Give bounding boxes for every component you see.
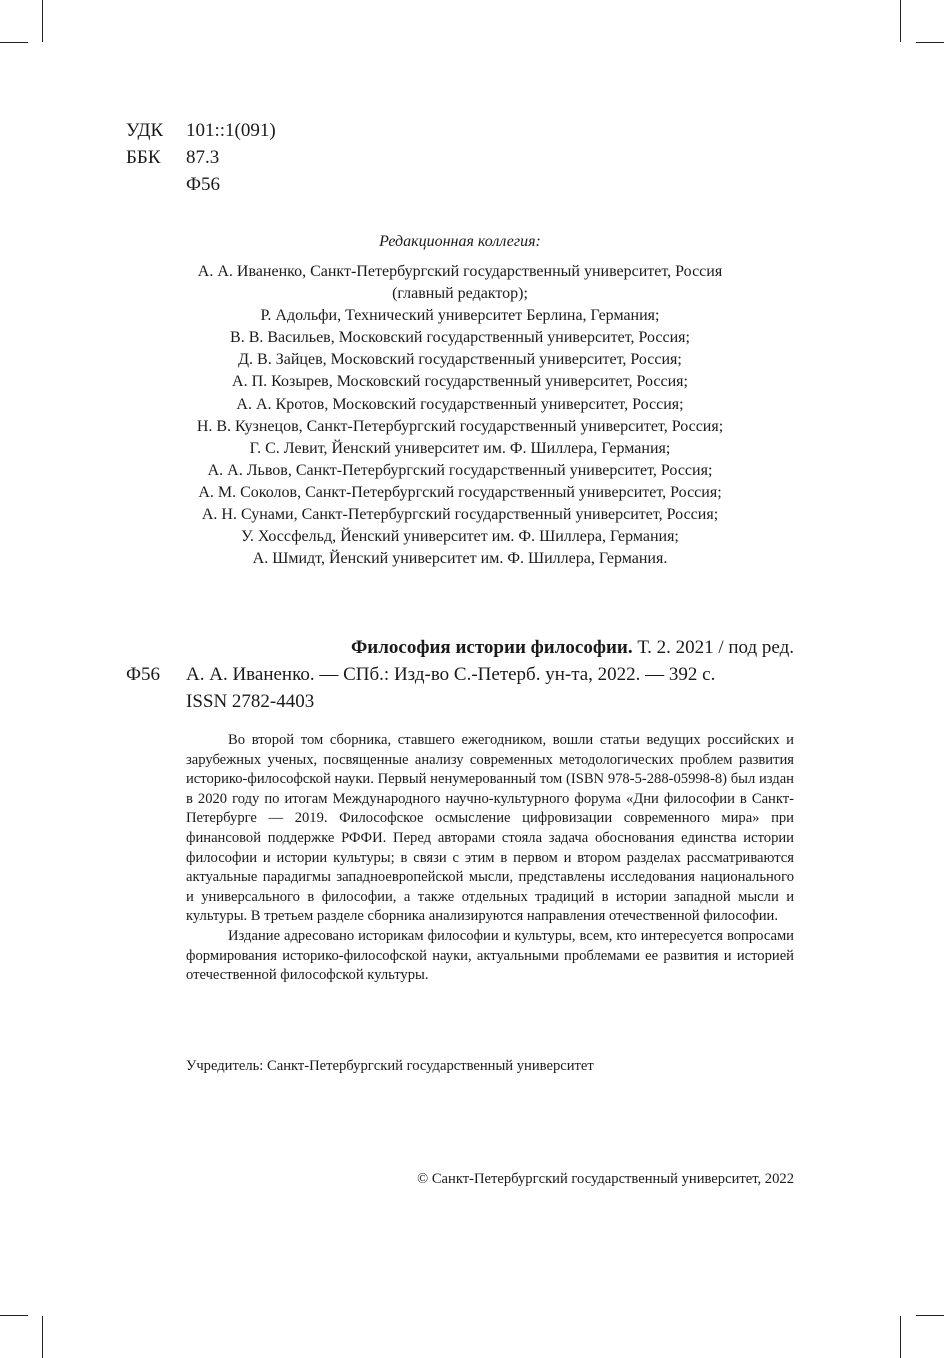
board-member: Д. В. Зайцев, Московский государственный университет, Россия; xyxy=(238,351,682,369)
board-member: А. А. Иваненко, Санкт-Петербургский государственный университет, Россия xyxy=(197,263,723,280)
bbk-label: ББК xyxy=(126,147,161,168)
udk-label: УДК xyxy=(126,120,164,141)
board-member: А. Н. Сунами, Санкт-Петербургский государственный университет, Россия; xyxy=(201,506,719,524)
board-member: А. А. Кротов, Московский государственный университет, Россия; xyxy=(236,395,684,413)
crop-mark-bottom-left-h xyxy=(0,1315,28,1316)
board-member: Р. Адольфи, Технический университет Берлина, Германия; xyxy=(260,307,660,325)
crop-mark-bottom-left xyxy=(42,1316,43,1358)
author-sign: Ф56 xyxy=(186,174,221,195)
founder-line: Учредитель: Санкт-Петербургский государственный университет xyxy=(186,1058,594,1074)
book-title: Философия истории философии. xyxy=(350,637,633,658)
entry-volume: Т. 2. 2021 / под ред. xyxy=(632,637,794,658)
bbk-row xyxy=(126,144,276,171)
udk-row xyxy=(126,117,276,144)
board-member: (главный редактор); xyxy=(392,285,528,303)
bbk-value: 87.3 xyxy=(186,147,220,168)
entry-line-2: А. А. Иваненко. — СПб.: Изд-во С.-Петерб. ун-та, 2022. — 392 с. xyxy=(186,664,716,685)
board-member: Г. С. Левит, Йенский университет им. Ф. Шиллера, Германия; xyxy=(249,439,671,457)
author-sign-row xyxy=(126,171,276,198)
board-member: Н. В. Кузнецов, Санкт-Петербургский государственный университет, Россия; xyxy=(196,417,724,435)
board-member: А. Шмидт, Йенский университет им. Ф. Шиллера, Германия. xyxy=(252,550,668,568)
abstract-paragraph-2: Издание адресовано историкам философии и культуры, всем, кто интересуется вопросами формирования историко-философской науки, актуальными проблемами ее развития и историей отечественной философской культуры. xyxy=(186,927,794,984)
classification-block xyxy=(126,117,276,198)
board-member: А. А. Львов, Санкт-Петербургский государственный университет, Россия; xyxy=(207,461,713,479)
bibliographic-entry xyxy=(186,634,794,715)
crop-mark-top-right-h xyxy=(916,42,944,43)
copyright-line: © Санкт-Петербургский государственный университет, 2022 xyxy=(417,1171,794,1187)
board-member: А. П. Козырев, Московский государственный университет, Россия; xyxy=(232,373,688,391)
udk-value: 101::1(091) xyxy=(186,120,276,141)
crop-mark-bottom-right-h xyxy=(916,1315,944,1316)
crop-mark-top-left xyxy=(42,0,43,42)
board-member: У. Хоссфельд, Йенский университет им. Ф. Шиллера, Германия; xyxy=(241,528,679,546)
crop-mark-top-left-h xyxy=(0,42,28,43)
entry-author-sign: Ф56 xyxy=(126,664,161,685)
abstract-paragraph-1: Во второй том сборника, ставшего ежегодником, вошли статьи ведущих российских и зарубежных ученых, посвященные анализу современных методологических проблем развития историко-философской науки. Первый ненумерованный том (ISBN 978-5-288-05998-8) был издан в 2020 году по итогам Международного научно-культурного форума «Дни философии в Санкт-Петербурге — 2019. Философское осмысление цифровизации современного мира» при финансовой поддержке РФФИ. Перед авторами стояла задача обоснования единства истории философии и истории культуры; в связи с этим в первом и втором разделах рассматриваются актуальные парадигмы западноевропейской мысли, представлены исследования национального и универсального в философии, а также отдельных традиций в истории западной мысли и культуры. В третьем разделе сборника анализируются направления отечественной философии. xyxy=(186,732,794,925)
board-member: А. М. Соколов, Санкт-Петербургский государственный университет, Россия; xyxy=(198,483,722,501)
entry-issn: ISSN 2782-4403 xyxy=(186,691,315,712)
board-member: В. В. Васильев, Московский государственный университет, Россия; xyxy=(230,329,690,347)
crop-mark-bottom-right xyxy=(900,1316,901,1358)
abstract xyxy=(186,731,794,986)
entry-line-1 xyxy=(186,634,794,661)
editorial-board-title: Редакционная коллегия: xyxy=(379,233,541,250)
editorial-board-list xyxy=(126,261,794,570)
crop-mark-top-right xyxy=(900,0,901,42)
